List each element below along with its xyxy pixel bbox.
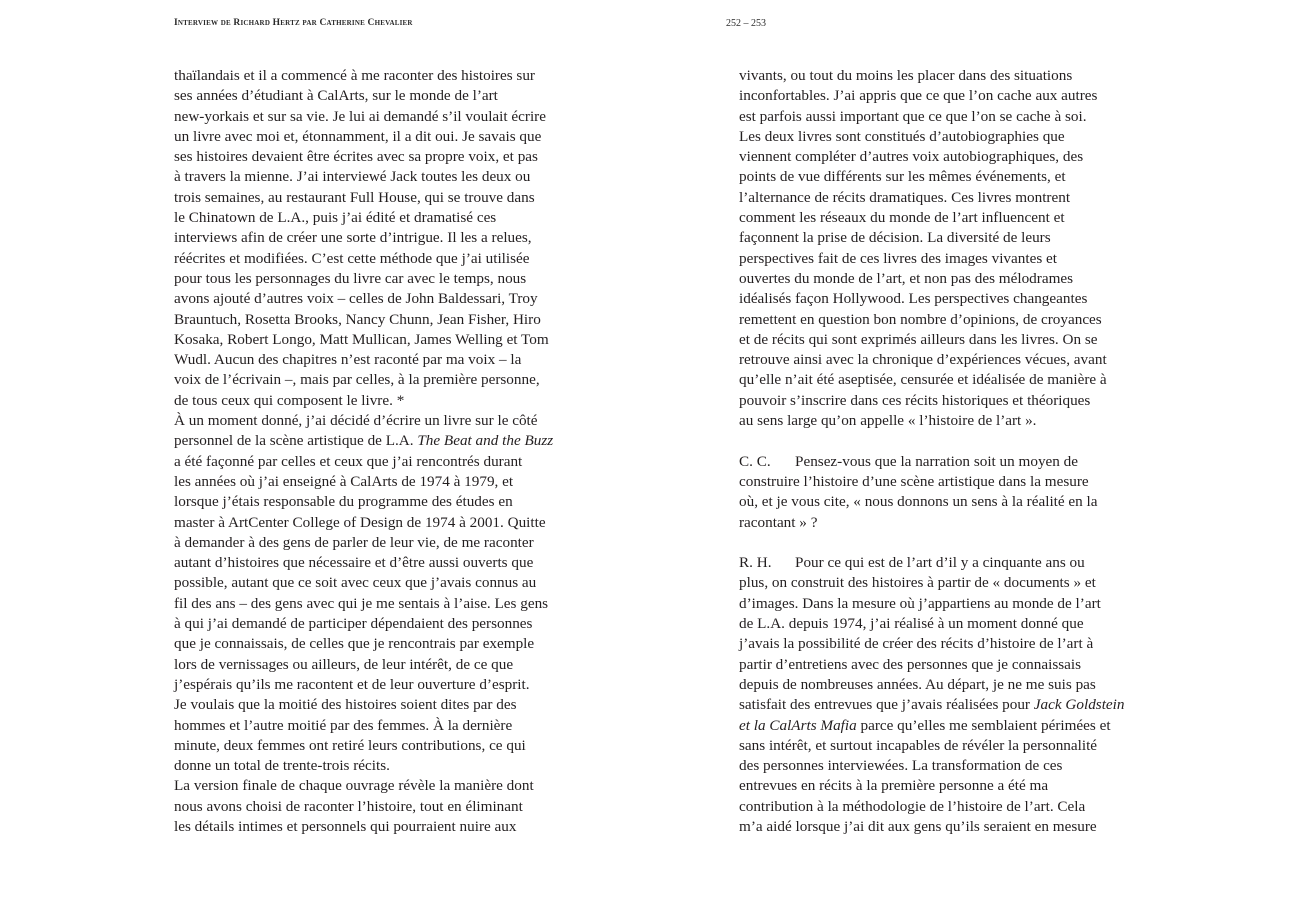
text-segment: vivants, ou tout du moins les placer dans des situations [739, 67, 1073, 84]
text-line [739, 513, 1139, 533]
text-segment: d’images. Dans la mesure où j’appartiens au monde de l’art [739, 594, 1101, 612]
text-line [174, 107, 574, 127]
text-segment: points de vue différents sur les mêmes événements, et [739, 168, 1066, 186]
text-line [739, 492, 1139, 512]
text-line [174, 391, 574, 411]
text-line [739, 228, 1139, 248]
text-segment: minute, deux femmes ont retiré leurs contributions, ce qui [174, 736, 526, 754]
text-line [739, 188, 1139, 208]
text-segment: construire l’histoire d’une scène artistique dans la mesure [739, 472, 1089, 490]
text-line [739, 614, 1139, 634]
text-segment: qu’elle n’ait été aseptisée, censurée et idéalisée de manière à [739, 371, 1107, 389]
text-segment: lorsque j’étais responsable du programme des études en [174, 493, 513, 511]
text-segment: hommes et l’autre moitié par des femmes. À la dernière [174, 716, 513, 734]
text-segment: est parfois aussi important que ce que l’on se cache à soi. [739, 107, 1087, 125]
text-segment: au sens large qu’on appelle « l’histoire de l’art ». [739, 412, 1037, 430]
text-line [739, 655, 1139, 675]
text-line [174, 330, 574, 350]
text-segment: possible, autant que ce soit avec ceux que j’avais connus au [174, 574, 537, 592]
text-line [174, 492, 574, 512]
text-line [739, 695, 1139, 715]
text-segment: parce qu’elles me semblaient périmées et [856, 716, 1111, 734]
text-line [174, 411, 574, 431]
text-line [174, 614, 574, 634]
italic-title: et la CalArts Mafia [739, 716, 857, 734]
text-line [174, 553, 574, 573]
text-segment: new-yorkais et sur sa vie. Je lui ai demandé s’il voulait écrire [174, 107, 546, 125]
text-line [739, 817, 1139, 837]
text-segment: lors de vernissages ou ailleurs, de leur intérêt, de ce que [174, 655, 514, 673]
text-line [739, 330, 1139, 350]
text-line [174, 716, 574, 736]
text-line [739, 147, 1139, 167]
text-line [739, 310, 1139, 330]
text-segment: nous avons choisi de raconter l’histoire, tout en éliminant [174, 797, 523, 815]
text-line [739, 269, 1139, 289]
italic-title: Jack Goldstein [1033, 696, 1125, 714]
text-line [739, 411, 1139, 431]
text-segment: Brauntuch, Rosetta Brooks, Nancy Chunn, Jean Fisher, Hiro [174, 310, 541, 328]
text-line [739, 370, 1139, 390]
text-segment: pouvoir s’inscrire dans ces récits historiques et théoriques [739, 391, 1091, 409]
text-line [739, 797, 1139, 817]
text-line [174, 756, 574, 776]
text-segment: perspectives fait de ces livres des images vivantes et [739, 249, 1057, 267]
text-segment: plus, on construit des histoires à partir de « documents » et [739, 574, 1096, 592]
text-line [739, 634, 1139, 654]
text-line [174, 817, 574, 837]
text-line [739, 472, 1139, 492]
text-segment: le Chinatown de L.A., puis j’ai édité et dramatisé ces [174, 209, 497, 227]
text-segment: viennent compléter d’autres voix autobiographiques, des [739, 148, 1084, 166]
text-segment: ses histoires devaient être écrites avec sa propre voix, et pas [174, 148, 538, 166]
text-line [174, 86, 574, 106]
text-line [174, 797, 574, 817]
text-segment: Pour ce qui est de l’art d’il y a cinquante ans ou [795, 554, 1085, 572]
text-segment: avons ajouté d’autres voix – celles de John Baldessari, Troy [174, 290, 538, 308]
text-segment: l’alternance de récits dramatiques. Ces livres montrent [739, 188, 1071, 206]
text-segment: que je connaissais, de celles que je rencontrais par exemple [174, 635, 535, 653]
text-segment: depuis de nombreuses années. Au départ, je ne me suis pas [739, 675, 1096, 693]
text-line [739, 776, 1139, 796]
paragraph-gap [739, 431, 1139, 451]
text-line [174, 249, 574, 269]
text-line [739, 167, 1139, 187]
text-segment: voix de l’écrivain –, mais par celles, à la première personne, [174, 371, 540, 389]
text-segment: retrouve ainsi avec la chronique d’expériences vécues, avant [739, 351, 1107, 369]
text-segment: à travers la mienne. J’ai interviewé Jack toutes les deux ou [174, 168, 531, 186]
text-segment: fil des ans – des gens avec qui je me sentais à l’aise. Les gens [174, 594, 549, 612]
text-segment: et de récits qui sont exprimés ailleurs dans les livres. On se [739, 330, 1098, 348]
text-line [739, 391, 1139, 411]
text-line [739, 350, 1139, 370]
text-segment: des personnes interviewées. La transformation de ces [739, 757, 1063, 775]
text-line [739, 756, 1139, 776]
text-line [739, 716, 1139, 736]
text-segment: À un moment donné, j’ai décidé d’écrire un livre sur le côté [174, 412, 538, 430]
text-line [174, 147, 574, 167]
text-line [739, 594, 1139, 614]
text-segment: m’a aidé lorsque j’ai dit aux gens qu’ils seraient en mesure [739, 817, 1097, 835]
text-segment: Les deux livres sont constitués d’autobiographies que [739, 127, 1065, 145]
page-numbers: 252 – 253 [726, 18, 766, 29]
text-segment: thaïlandais et il a commencé à me raconter des histoires sur [174, 67, 535, 84]
text-segment: master à ArtCenter College of Design de 1974 à 2001. Quitte [174, 513, 546, 531]
text-segment: partir d’entretiens avec des personnes que je connaissais [739, 655, 1082, 673]
text-line [174, 634, 574, 654]
text-segment: personnel de la scène artistique de L.A. [174, 432, 418, 450]
text-segment: de L.A. depuis 1974, j’ai réalisé à un moment donné que [739, 615, 1084, 633]
text-line [174, 167, 574, 187]
text-segment: à demander à des gens de parler de leur vie, de me raconter [174, 533, 534, 551]
text-segment: réécrites et modifiées. C’est cette méthode que j’ai utilisée [174, 249, 530, 267]
text-segment: j’espérais qu’ils me racontent et de leur ouverture d’esprit. [174, 675, 530, 693]
text-segment: les années où j’ai enseigné à CalArts de 1974 à 1979, et [174, 472, 514, 490]
text-segment: où, et je vous cite, « nous donnons un sens à la réalité en la [739, 493, 1098, 511]
text-line [739, 553, 1139, 573]
text-segment: La version finale de chaque ouvrage révèle la manière dont [174, 777, 534, 795]
text-line [174, 350, 574, 370]
text-segment: idéalisés façon Hollywood. Les perspectives changeantes [739, 290, 1088, 308]
text-line [174, 594, 574, 614]
left-page-text-column [174, 66, 574, 837]
text-line [739, 107, 1139, 127]
text-line [739, 208, 1139, 228]
text-line [739, 127, 1139, 147]
text-line [174, 188, 574, 208]
text-line [739, 289, 1139, 309]
text-line [174, 127, 574, 147]
text-segment: à qui j’ai demandé de participer dépendaient des personnes [174, 615, 533, 633]
text-segment: de tous ceux qui composent le livre. * [174, 391, 405, 409]
text-line [739, 249, 1139, 269]
text-line [739, 675, 1139, 695]
text-segment: inconfortables. J’ai appris que ce que l’on cache aux autres [739, 87, 1098, 105]
text-line [739, 66, 1139, 86]
text-segment: les détails intimes et personnels qui pourraient nuire aux [174, 817, 517, 835]
running-head-title: Interview de Richard Hertz par Catherine Chevalier [174, 18, 413, 28]
text-line [174, 208, 574, 228]
text-line [174, 776, 574, 796]
text-line [174, 269, 574, 289]
text-line [174, 289, 574, 309]
text-segment: Pensez-vous que la narration soit un moyen de [795, 452, 1079, 470]
text-segment: interviews afin de créer une sorte d’intrigue. Il les a relues, [174, 229, 532, 247]
text-segment: façonnent la prise de décision. La diversité de leurs [739, 229, 1051, 247]
text-line [739, 452, 1139, 472]
text-segment: sans intérêt, et surtout incapables de révéler la personnalité [739, 736, 1098, 754]
text-segment: Je voulais que la moitié des histoires soient dites par des [174, 696, 517, 714]
text-segment: trois semaines, au restaurant Full House, qui se trouve dans [174, 188, 535, 206]
text-segment: satisfait des entrevues que j’avais réalisées pour [739, 696, 1034, 714]
text-line [174, 431, 574, 451]
text-line [174, 228, 574, 248]
text-segment: a été façonné par celles et ceux que j’ai rencontrés durant [174, 452, 523, 470]
text-line [174, 310, 574, 330]
text-line [174, 370, 574, 390]
italic-title: The Beat and the Buzz [417, 432, 554, 450]
right-page-text-column [739, 66, 1139, 837]
text-line [174, 655, 574, 675]
text-segment: ouvertes du monde de l’art, et non pas des mélodrames [739, 269, 1074, 287]
text-segment: entrevues en récits à la première personne a été ma [739, 777, 1049, 795]
speaker-initials: C. C. [739, 452, 771, 470]
text-line [739, 736, 1139, 756]
text-line [174, 66, 574, 86]
text-segment: autant d’histoires que nécessaire et d’être aussi ouverts que [174, 554, 534, 572]
text-line [174, 675, 574, 695]
text-segment: Wudl. Aucun des chapitres n’est raconté par ma voix – la [174, 351, 522, 369]
speaker-initials: R. H. [739, 554, 772, 572]
text-line [739, 86, 1139, 106]
text-line [174, 472, 574, 492]
text-segment: j’avais la possibilité de créer des récits d’histoire de l’art à [739, 635, 1094, 653]
text-segment: ses années d’étudiant à CalArts, sur le monde de l’art [174, 87, 498, 105]
text-line [174, 452, 574, 472]
text-segment: comment les réseaux du monde de l’art influencent et [739, 209, 1065, 227]
text-line [174, 736, 574, 756]
text-line [739, 573, 1139, 593]
text-line [174, 533, 574, 553]
text-segment: Kosaka, Robert Longo, Matt Mullican, James Welling et Tom [174, 330, 549, 348]
paragraph-gap [739, 533, 1139, 553]
text-segment: contribution à la méthodologie de l’histoire de l’art. Cela [739, 797, 1086, 815]
text-segment: racontant » ? [739, 513, 818, 531]
text-segment: donne un total de trente-trois récits. [174, 757, 390, 775]
text-segment: un livre avec moi et, étonnamment, il a dit oui. Je savais que [174, 127, 542, 145]
text-line [174, 573, 574, 593]
text-line [174, 695, 574, 715]
text-segment: pour tous les personnages du livre car avec le temps, nous [174, 269, 527, 287]
text-line [174, 513, 574, 533]
text-segment: remettent en question bon nombre d’opinions, de croyances [739, 310, 1102, 328]
